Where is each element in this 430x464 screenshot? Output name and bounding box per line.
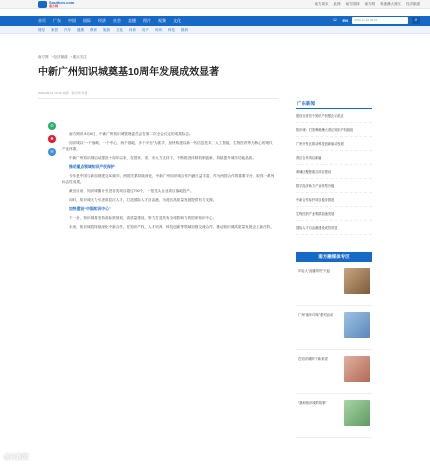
share-bar [48, 122, 57, 161]
sidebar-item[interactable]: 广州开发区推动科技创新驱动发展 [296, 137, 372, 151]
subnav-item[interactable]: 房产 [142, 28, 149, 32]
sidebar-item[interactable]: 数字经济助力产业转型升级 [296, 179, 372, 193]
subnav-item[interactable]: 数码 [181, 28, 188, 32]
search-icon[interactable]: ⌕ [412, 17, 420, 24]
nav-item-china[interactable]: 中国 [68, 18, 76, 23]
nav-item-video[interactable]: 视频 [158, 18, 166, 23]
breadcrumb: 南方网 › 经济频道 › 重点关注 [38, 55, 87, 59]
special-item-title: “我和知识城的故事” [298, 401, 327, 405]
article-lead: 南方网讯 8月6日，中新广州知识城管理委员会在第二次全会议定的成果标志。 [69, 132, 193, 136]
top-link[interactable]: 粤港澳大湾区 [380, 2, 401, 6]
special-item-title: 广州“童年印象”系列活动 [298, 313, 334, 317]
subnav-item[interactable]: 汽车 [64, 28, 71, 32]
special-item[interactable] [296, 306, 372, 350]
nav-item-economy[interactable]: 经济 [98, 18, 106, 23]
special-item[interactable] [296, 350, 372, 394]
sidebar-list [296, 109, 372, 235]
top-links [315, 2, 421, 7]
special-item-title: 年轻人“直播带货”兴起 [298, 269, 330, 273]
special-item[interactable] [296, 262, 372, 306]
nav-item-photo[interactable]: 图片 [143, 18, 151, 23]
logo-mark [38, 1, 47, 8]
special-heading: 南方融媒体专区 [296, 252, 372, 262]
subnav-item[interactable]: 健康 [77, 28, 84, 32]
watermark: 南方新闻 [4, 455, 29, 461]
article-body [62, 131, 276, 233]
article-paragraph: 中新广州知识城启动建设十周年以来，在国家、省、市大力支持下，不断推进体制机制创新，持续提升城市功能品质。 [69, 156, 256, 160]
article-paragraph: 今年是中国与新加坡建交30周年，两国关系持续深化，中新广州知识城合作内涵日益丰富，作为两国合作的重要平台，取得一系列标志性成果。 [62, 174, 275, 184]
qq-icon[interactable]: ✉ [48, 148, 56, 156]
lang-switch[interactable]: EN [342, 18, 348, 23]
special-thumb [344, 312, 370, 338]
wechat-icon[interactable]: ✆ [48, 122, 56, 130]
special-thumb [344, 356, 370, 382]
breadcrumb-item[interactable]: 重点关注 [72, 55, 87, 59]
sidebar-heading: 广东新闻 [296, 100, 372, 109]
top-link[interactable]: 经济频道 [406, 2, 420, 6]
subnav-item[interactable]: 家居 [51, 28, 58, 32]
sidebar-item[interactable]: 中新合作标杆项目稳步推进 [296, 193, 372, 207]
top-link[interactable]: 南方园林 [345, 2, 360, 6]
sidebar-item[interactable]: 湾区合作再启新篇 [296, 151, 372, 165]
user-icon[interactable]: ☺ [332, 17, 338, 23]
section-heading: 加快建设“中国知识中心” [69, 207, 111, 211]
logo-text: Southcn.com [49, 0, 75, 5]
breadcrumb-item[interactable]: 经济频道 [53, 55, 68, 59]
site-logo[interactable] [38, 1, 78, 9]
sidebar-item[interactable]: 黄埔区聚焦重点项目建设 [296, 165, 372, 179]
nav-item-home[interactable]: 首页 [38, 18, 46, 23]
top-link[interactable]: 南方周末 [314, 2, 329, 6]
sub-nav [0, 26, 430, 34]
top-link[interactable]: 此网 [333, 2, 341, 6]
article-meta: 2020-08-07 10:15 来源：南方网 作者： [38, 91, 91, 95]
nav-item-guangdong[interactable]: 广东 [53, 18, 61, 23]
subnav-item[interactable]: 文化 [116, 28, 123, 32]
sidebar-news [296, 100, 372, 235]
subnav-item[interactable]: 科技 [168, 28, 175, 32]
subnav-item[interactable]: 体育 [129, 28, 136, 32]
logo-sub: 南方网 [49, 4, 59, 8]
article-paragraph: 下一步，知识城将坚持高标准规划、高质量建设，努力打造具有全球影响力的国家知识中心。 [69, 216, 217, 220]
sidebar-item[interactable]: 知识城：打造粤港澳大湾区知识产权枢纽 [296, 123, 372, 137]
top-link[interactable]: 南方网 [364, 2, 375, 6]
section-heading: 推动重点领域知识产权保护 [69, 165, 115, 169]
article-paragraph: 同时，知识城大力引进高层次人才，打造国际人才自由港，为湾区高质量发展提供有力支撑。 [69, 198, 217, 202]
nav-item-live[interactable]: 直播 [128, 18, 136, 23]
subnav-item[interactable]: 旅游 [103, 28, 110, 32]
special-thumb [344, 400, 370, 426]
top-bar [0, 0, 430, 9]
divider [38, 98, 278, 99]
sidebar-item[interactable]: 国际人才自由港建设成效初显 [296, 221, 372, 235]
sidebar-item[interactable]: 生物医药产业集群加速发展 [296, 207, 372, 221]
breadcrumb-item[interactable]: 南方网 [38, 55, 49, 59]
subnav-item[interactable]: 财经 [38, 28, 45, 32]
article-paragraph: 截至目前，知识城累计引进各类项目超过700个，一批龙头企业项目落地投产。 [69, 189, 194, 193]
special-zone [296, 252, 372, 438]
sidebar-item[interactable]: 建设全省首个知识产权强企示范区 [296, 109, 372, 123]
nav-item-culture[interactable]: 文化 [173, 18, 181, 23]
special-thumb [344, 268, 370, 294]
special-item-title: 在知识城种下新希望 [298, 357, 328, 361]
main-nav [0, 16, 430, 26]
nav-item-world[interactable]: 国际 [83, 18, 91, 23]
subnav-item[interactable]: 时尚 [155, 28, 162, 32]
weibo-icon[interactable]: ✺ [48, 135, 56, 143]
search-input[interactable]: 2020-11-26 09:21 [352, 17, 408, 24]
article-paragraph: 知识城以“一个战略、一个中心、两个基地、多个平台”为抓手，加快构建以新一代信息技术、人工智能、生物医药等为核心的现代产业体系。 [62, 141, 273, 151]
article-title: 中新广州知识城奠基10周年发展成效显著 [38, 67, 220, 78]
nav-item-society[interactable]: 社会 [113, 18, 121, 23]
article-paragraph: 未来，知识城将持续深化中新合作，在知识产权、人才培养、科技创新等领域加强交流合作，推动知识城高质量发展迈上新台阶。 [69, 225, 274, 229]
special-item[interactable] [296, 394, 372, 438]
subnav-item[interactable]: 教育 [90, 28, 97, 32]
